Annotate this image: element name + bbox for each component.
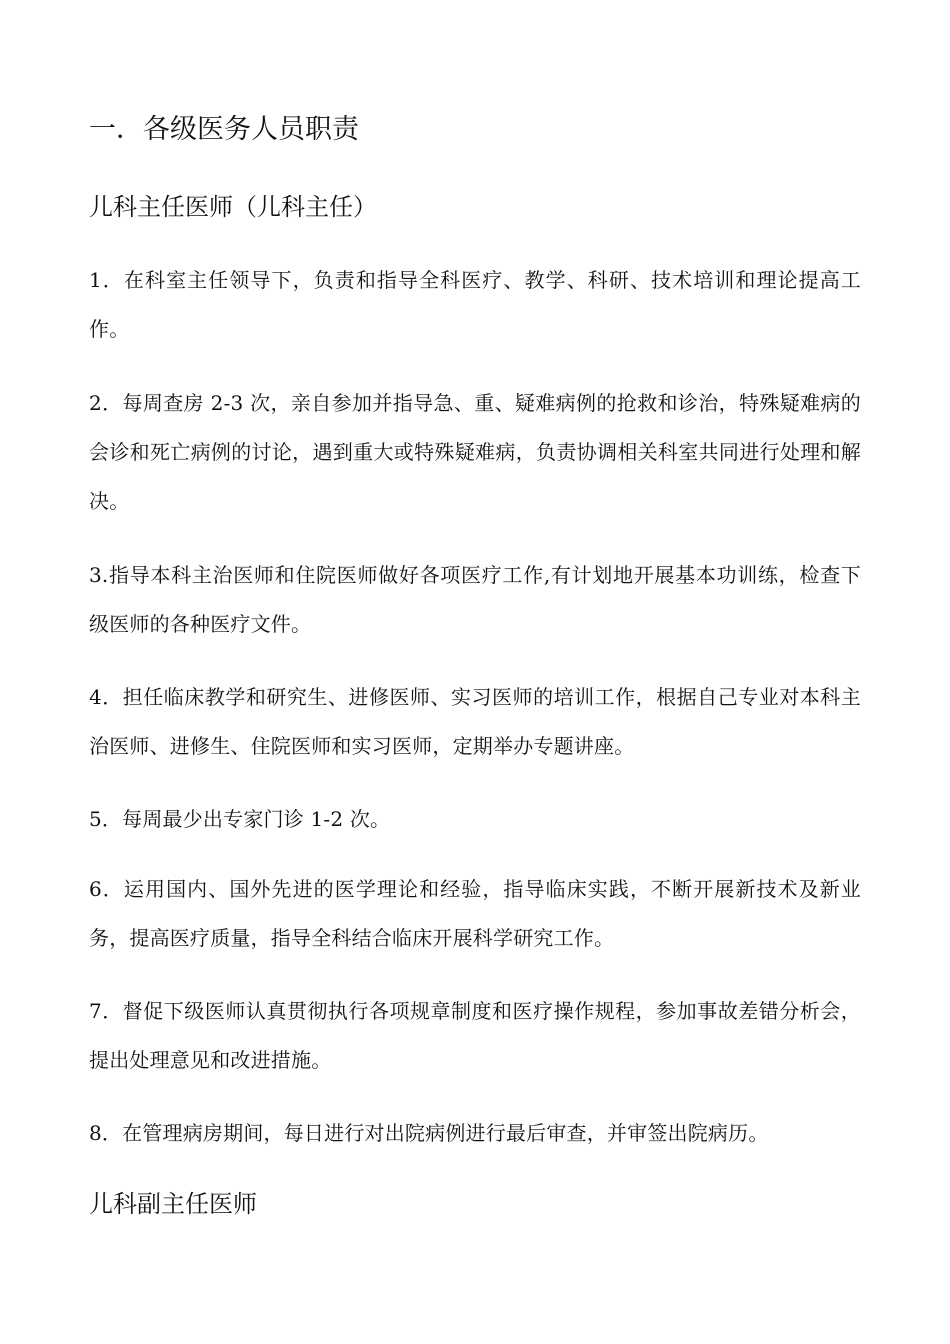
duty-paragraph-3: 3.指导本科主治医师和住院医师做好各项医疗工作,有计划地开展基本功训练，检查下级医师的各种医疗文件。: [89, 563, 861, 636]
duty-paragraph-6: 6．运用国内、国外先进的医学理论和经验，指导临床实践，不断开展新技术及新业务，提高医疗质量，指导全科结合临床开展科学研究工作。: [89, 877, 861, 950]
duty-paragraph-1: 1．在科室主任领导下，负责和指导全科医疗、教学、科研、技术培训和理论提高工作。: [89, 268, 861, 341]
section-title: 一．各级医务人员职责: [89, 114, 359, 145]
duty-paragraph-8: 8．在管理病房期间，每日进行对出院病例进行最后审查，并审签出院病历。: [89, 1121, 769, 1145]
duty-paragraph-4: 4．担任临床教学和研究生、进修医师、实习医师的培训工作，根据自己专业对本科主治医师、进修生、住院医师和实习医师，定期举办专题讲座。: [89, 685, 861, 758]
duty-paragraph-5: 5．每周最少出专家门诊 1-2 次。: [89, 807, 391, 831]
role-title-chief-physician: 儿科主任医师（儿科主任）: [89, 193, 377, 221]
role-title-associate-chief-physician: 儿科副主任医师: [89, 1190, 257, 1218]
duty-paragraph-2: 2．每周查房 2-3 次，亲自参加并指导急、重、疑难病例的抢救和诊治，特殊疑难病的会诊和死亡病例的讨论，遇到重大或特殊疑难病，负责协调相关科室共同进行处理和解决。: [89, 391, 861, 513]
duty-paragraph-7: 7．督促下级医师认真贯彻执行各项规章制度和医疗操作规程，参加事故差错分析会，提出处理意见和改进措施。: [89, 999, 861, 1072]
